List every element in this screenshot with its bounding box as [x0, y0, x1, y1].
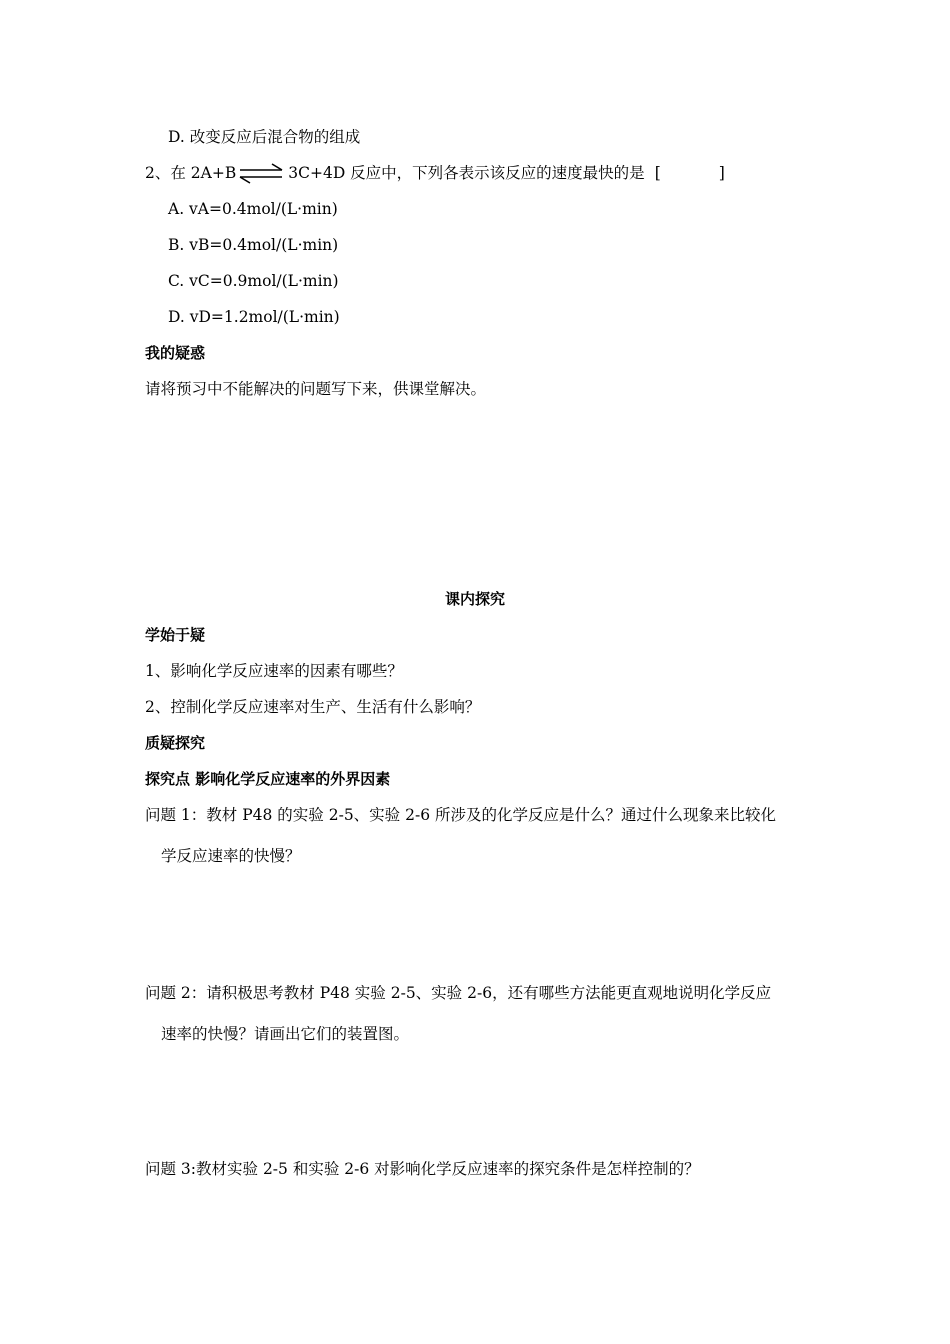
inquiry-heading: 质疑探究 — [145, 734, 206, 752]
equilibrium-arrows-icon — [238, 162, 284, 184]
inquiry-point: 探究点 影响化学反应速率的外界因素 — [145, 770, 391, 788]
problem-1-line-2: 学反应速率的快慢？ — [161, 847, 301, 865]
learn-item-1: 1、影响化学反应速率的因素有哪些？ — [145, 662, 403, 680]
option-d: D. vD=1.2mol/(L·min) — [168, 308, 340, 326]
problem-2-line-1: 问题 2：请积极思考教材 P48 实验 2-5、实验 2-6，还有哪些方法能更直观地说明化学反应 — [145, 984, 772, 1002]
question-2-number: 2、 — [145, 164, 171, 182]
doubts-heading: 我的疑惑 — [145, 344, 206, 362]
problem-1-line-1: 问题 1：教材 P48 的实验 2-5、实验 2-6 所涉及的化学反应是什么？通过什么现象来比较化 — [145, 806, 776, 824]
question-2-suffix: 3C+4D 反应中，下列各表示该反应的速度最快的是 — [288, 164, 645, 182]
problem-2-line-2: 速率的快慢？请画出它们的装置图。 — [161, 1025, 410, 1043]
learn-heading: 学始于疑 — [145, 626, 206, 644]
option-d-q1: D. 改变反应后混合物的组成 — [168, 128, 361, 146]
inclass-title: 课内探究 — [444, 590, 505, 608]
option-a: A. vA=0.4mol/(L·min) — [168, 200, 338, 218]
answer-bracket-open: [ — [654, 164, 661, 182]
answer-bracket-close: ] — [718, 164, 725, 182]
doubts-text: 请将预习中不能解决的问题写下来，供课堂解决。 — [145, 380, 487, 398]
learn-item-2: 2、控制化学反应速率对生产、生活有什么影响？ — [145, 698, 481, 716]
problem-3: 问题 3:教材实验 2-5 和实验 2-6 对影响化学反应速率的探究条件是怎样控制的？ — [145, 1160, 700, 1178]
question-2-prefix: 在 2A+B — [170, 164, 237, 182]
question-2 — [145, 162, 725, 184]
option-c: C. vC=0.9mol/(L·min) — [168, 272, 339, 290]
option-b: B. vB=0.4mol/(L·min) — [168, 236, 339, 254]
